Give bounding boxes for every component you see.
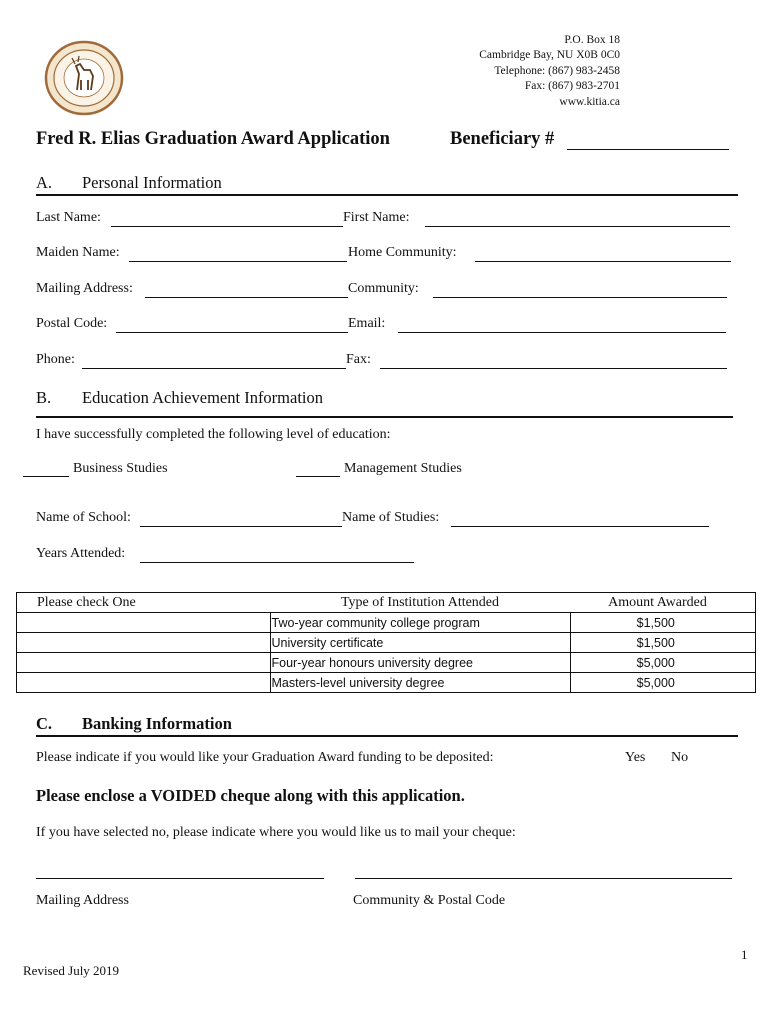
page-title: Fred R. Elias Graduation Award Application	[36, 129, 390, 149]
business-studies-label: Business Studies	[73, 461, 168, 476]
community-postal-field[interactable]	[355, 878, 732, 879]
amount-awarded: $5,000	[570, 673, 756, 693]
mailing-address-label: Mailing Address:	[36, 281, 133, 296]
home-community-label: Home Community:	[348, 245, 457, 260]
maiden-name-label: Maiden Name:	[36, 245, 120, 260]
mail-instruction: If you have selected no, please indicate where you would like us to mail your cheque:	[36, 825, 516, 840]
amount-awarded: $5,000	[570, 653, 756, 673]
table-row	[17, 673, 756, 693]
address-block	[440, 33, 620, 110]
email-label: Email:	[348, 316, 386, 331]
address-line: Fax: (867) 983-2701	[524, 80, 620, 93]
yes-option[interactable]: Yes	[625, 750, 646, 765]
page-number: 1	[741, 947, 748, 962]
phone-label: Phone:	[36, 352, 75, 367]
deposit-question: Please indicate if you would like your Graduation Award funding to be deposited:	[36, 750, 494, 765]
institution-type: University certificate	[270, 633, 570, 653]
section-title: Education Achievement Information	[82, 388, 324, 407]
check-cell[interactable]	[17, 673, 271, 693]
table-header-row	[17, 593, 756, 613]
name-of-studies-field[interactable]	[451, 526, 709, 527]
years-attended-field[interactable]	[140, 562, 414, 563]
table-header: Amount Awarded	[570, 593, 756, 613]
section-letter: A.	[36, 173, 53, 192]
table-row	[17, 613, 756, 633]
community-label: Community:	[348, 281, 419, 296]
section-b-heading	[36, 388, 323, 408]
name-of-school-field[interactable]	[140, 526, 342, 527]
beneficiary-label: Beneficiary #	[450, 129, 555, 149]
check-cell[interactable]	[17, 633, 271, 653]
section-c-heading	[36, 714, 232, 734]
fax-label: Fax:	[346, 352, 371, 367]
mailing-address-caption: Mailing Address	[36, 893, 129, 908]
postal-code-label: Postal Code:	[36, 316, 108, 331]
community-field[interactable]	[433, 297, 727, 298]
institution-table	[16, 592, 756, 693]
check-cell[interactable]	[17, 613, 271, 633]
section-divider	[36, 735, 738, 737]
no-option[interactable]: No	[671, 750, 689, 765]
section-title: Banking Information	[82, 714, 232, 733]
kia-logo-icon	[44, 40, 124, 116]
address-line: Telephone: (867) 983-2458	[494, 64, 620, 77]
section-divider	[36, 194, 738, 196]
section-a-heading	[36, 173, 222, 193]
name-of-school-label: Name of School:	[36, 510, 131, 525]
table-row	[17, 653, 756, 673]
mailing-address-field[interactable]	[145, 297, 348, 298]
community-postal-caption: Community & Postal Code	[353, 893, 506, 908]
institution-type: Four-year honours university degree	[270, 653, 570, 673]
last-name-field[interactable]	[111, 226, 343, 227]
table-header: Please check One	[17, 593, 271, 613]
voided-cheque-note: Please enclose a VOIDED cheque along with this application.	[36, 786, 465, 805]
check-cell[interactable]	[17, 653, 271, 673]
table-header: Type of Institution Attended	[270, 593, 570, 613]
section-divider	[36, 416, 733, 418]
revised-date: Revised July 2019	[23, 963, 120, 978]
years-attended-label: Years Attended:	[36, 546, 126, 561]
institution-type: Two-year community college program	[270, 613, 570, 633]
name-of-studies-label: Name of Studies:	[342, 510, 440, 525]
business-studies-checkline[interactable]	[23, 476, 69, 477]
maiden-name-field[interactable]	[129, 261, 347, 262]
mailing-address-field[interactable]	[36, 878, 324, 879]
amount-awarded: $1,500	[570, 633, 756, 653]
first-name-label: First Name:	[343, 210, 410, 225]
last-name-label: Last Name:	[36, 210, 101, 225]
institution-type: Masters-level university degree	[270, 673, 570, 693]
postal-code-field[interactable]	[116, 332, 348, 333]
management-studies-checkline[interactable]	[296, 476, 340, 477]
section-letter: C.	[36, 714, 53, 733]
beneficiary-field[interactable]	[567, 149, 729, 150]
amount-awarded: $1,500	[570, 613, 756, 633]
phone-field[interactable]	[82, 368, 346, 369]
home-community-field[interactable]	[475, 261, 731, 262]
section-title: Personal Information	[82, 173, 222, 192]
education-intro: I have successfully completed the following level of education:	[36, 427, 391, 442]
address-line: www.kitia.ca	[559, 95, 620, 108]
address-line: Cambridge Bay, NU X0B 0C0	[479, 49, 620, 62]
table-row	[17, 633, 756, 653]
section-letter: B.	[36, 388, 52, 407]
email-field[interactable]	[398, 332, 726, 333]
management-studies-label: Management Studies	[344, 461, 462, 476]
fax-field[interactable]	[380, 368, 727, 369]
first-name-field[interactable]	[425, 226, 730, 227]
address-line: P.O. Box 18	[564, 34, 620, 46]
